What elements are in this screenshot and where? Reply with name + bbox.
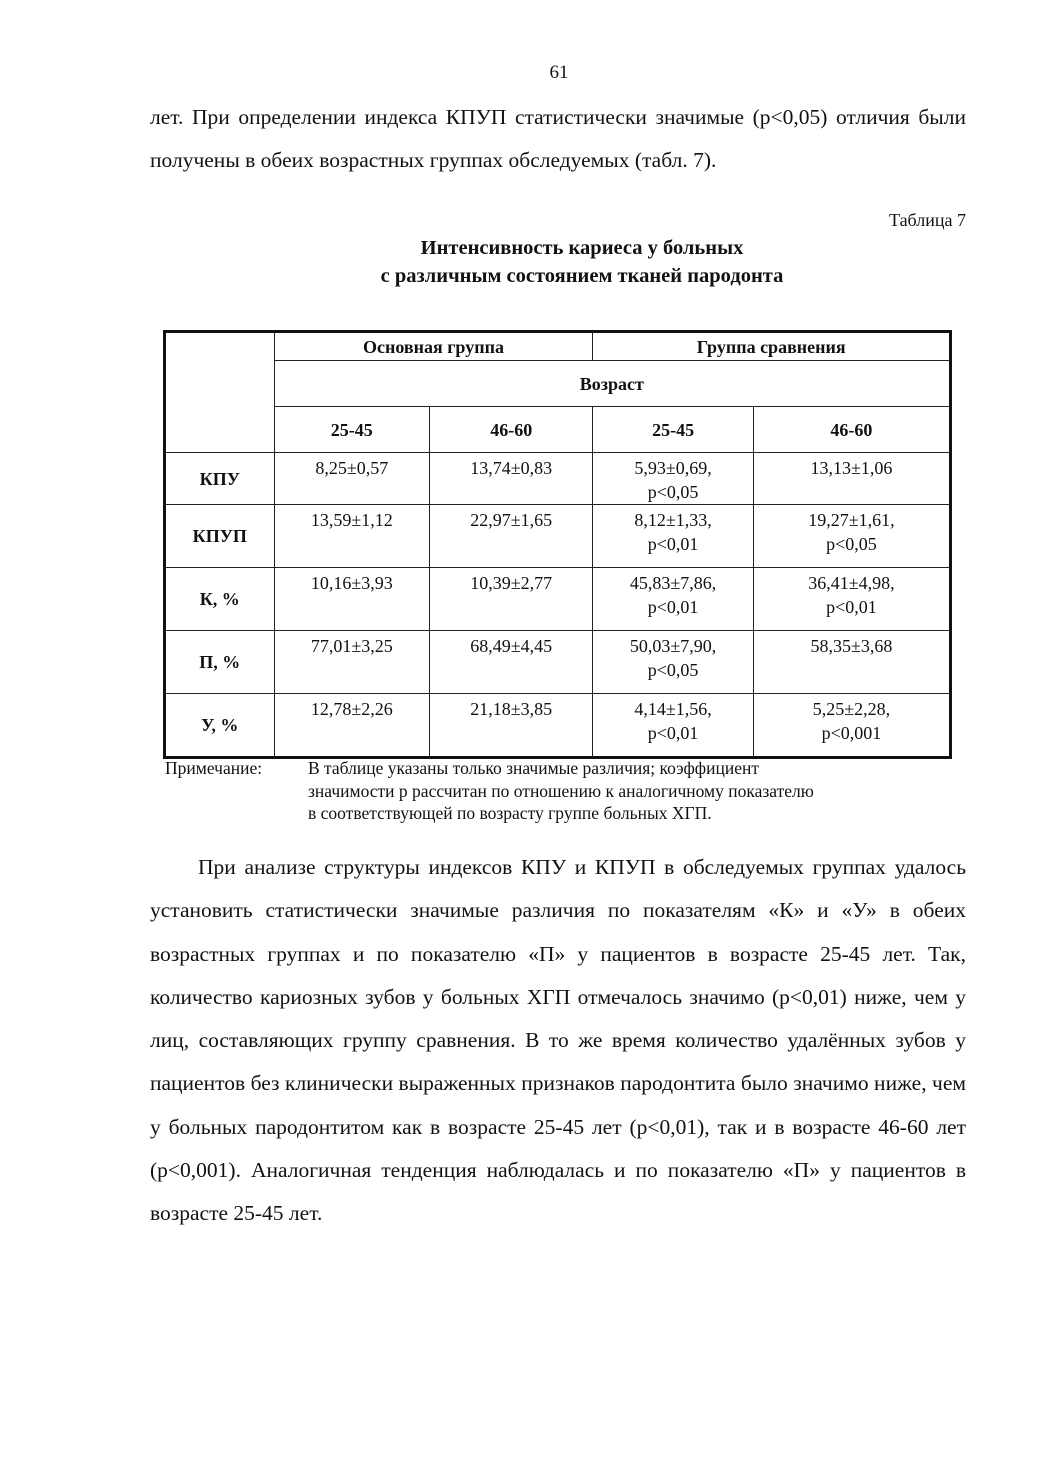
note-line: в соответствующей по возрасту группе больных ХГП. <box>308 803 712 823</box>
table-cell: 13,59±1,12 <box>274 505 429 568</box>
table-cell: 8,25±0,57 <box>274 453 429 505</box>
row-label: К, % <box>165 568 275 631</box>
header-age-col: 25-45 <box>274 407 429 453</box>
table-cell: 58,35±3,68 <box>753 631 950 694</box>
table-cell: 36,41±4,98, p<0,01 <box>753 568 950 631</box>
header-age-col: 46-60 <box>430 407 593 453</box>
header-main-group: Основная группа <box>274 332 593 361</box>
table-cell: 22,97±1,65 <box>430 505 593 568</box>
table-row <box>165 694 951 758</box>
note-label: Примечание: <box>165 758 263 778</box>
table-cell: 19,27±1,61, p<0,05 <box>753 505 950 568</box>
table-row <box>165 568 951 631</box>
table-title-line1: Интенсивность кариеса у больных <box>420 237 744 259</box>
table-cell: 13,74±0,83 <box>430 453 593 505</box>
corner-cell <box>165 332 275 453</box>
table-cell: 50,03±7,90, p<0,05 <box>593 631 753 694</box>
row-label: КПУП <box>165 505 275 568</box>
table-cell: 77,01±3,25 <box>274 631 429 694</box>
header-age-col: 46-60 <box>753 407 950 453</box>
table-cell: 10,16±3,93 <box>274 568 429 631</box>
header-age-col: 25-45 <box>593 407 753 453</box>
table-label: Таблица 7 <box>889 210 966 230</box>
table-cell: 21,18±3,85 <box>430 694 593 758</box>
caries-table <box>163 330 952 759</box>
note-line: значимости p рассчитан по отношению к аналогичному показателю <box>308 780 814 801</box>
table-cell: 68,49±4,45 <box>430 631 593 694</box>
table-row <box>165 631 951 694</box>
row-label: У, % <box>165 694 275 758</box>
table-cell: 45,83±7,86, p<0,01 <box>593 568 753 631</box>
table-cell: 5,25±2,28, p<0,001 <box>753 694 950 758</box>
table-row <box>165 505 951 568</box>
table-cell: 5,93±0,69, p<0,05 <box>593 453 753 505</box>
row-label: П, % <box>165 631 275 694</box>
note-text <box>308 757 948 825</box>
table-row <box>165 453 951 505</box>
table-cell: 12,78±2,26 <box>274 694 429 758</box>
table-cell: 4,14±1,56, p<0,01 <box>593 694 753 758</box>
row-label: КПУ <box>165 453 275 505</box>
header-comparison-group: Группа сравнения <box>593 332 951 361</box>
page-number: 61 <box>549 62 569 83</box>
table-cell: 8,12±1,33, p<0,01 <box>593 505 753 568</box>
table-title-line2: с различным состоянием тканей пародонта <box>380 265 784 287</box>
table-cell: 10,39±2,77 <box>430 568 593 631</box>
header-age: Возраст <box>274 361 950 407</box>
table-cell: 13,13±1,06 <box>753 453 950 505</box>
main-paragraph: При анализе структуры индексов КПУ и КПУП в обследуемых группах удалось установить статистически значимые различия по показателям «К» и «У» в обеих возрастных группах и по показателю «П» у пациентов в возрасте 25-45 лет. Так, количество кариозных зубов у больных ХГП отмечалось значимо (p<0,01) ниже, чем у лиц, составляющих группу сравнения. В то же время количество удалённых зубов у пациентов без клинически выраженных признаков пародонтита было значимо ниже, чем у больных пародонтитом как в возрасте 25-45 лет (p<0,01), так и в возрасте 46-60 лет (p<0,001). Аналогичная тенденция наблюдалась и по показателю «П» у пациентов в возрасте 25-45 лет. <box>150 855 966 1226</box>
intro-paragraph: лет. При определении индекса КПУП статистически значимые (p<0,05) отличия были получены в обеих возрастных группах обследуемых (табл. 7). <box>150 105 966 172</box>
table-title <box>150 234 1014 290</box>
note-line: В таблице указаны только значимые различия; коэффициент <box>308 758 759 778</box>
